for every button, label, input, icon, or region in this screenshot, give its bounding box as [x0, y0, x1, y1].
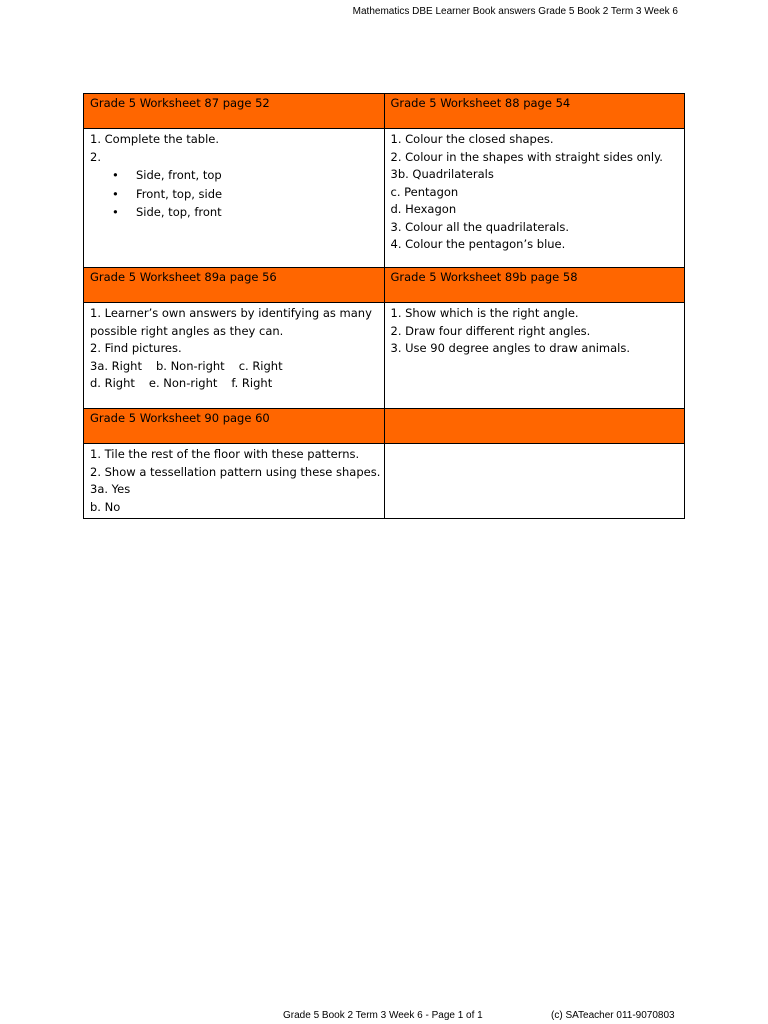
empty-answers-cell: [384, 444, 685, 519]
worksheet-89a-heading: Grade 5 Worksheet 89a page 56: [84, 268, 385, 303]
worksheet-87-heading: Grade 5 Worksheet 87 page 52: [84, 94, 385, 129]
answer-line: 1. Show which is the right angle.: [390, 306, 579, 320]
answer-line: 4. Colour the pentagon’s blue.: [390, 237, 566, 251]
worksheet-90-heading: Grade 5 Worksheet 90 page 60: [84, 409, 385, 444]
answer-3c: c. Right: [238, 358, 283, 373]
footer-copyright: (c) SATeacher 011-9070803: [551, 1010, 675, 1021]
table-heading-row: [84, 409, 685, 444]
answer-line: 1. Complete the table.: [90, 132, 220, 146]
answer-line: 3b. Quadrilaterals: [390, 167, 494, 181]
answer-line: [90, 375, 378, 393]
answer-line: 1. Tile the rest of the floor with these patterns.: [90, 447, 360, 461]
answer-line: 3. Use 90 degree angles to draw animals.: [390, 341, 631, 355]
answer-3d: d. Right: [90, 376, 135, 390]
document-header: Mathematics DBE Learner Book answers Grade 5 Book 2 Term 3 Week 6: [352, 6, 678, 17]
answer-3f: f. Right: [231, 376, 273, 390]
worksheet-88-heading: Grade 5 Worksheet 88 page 54: [384, 94, 685, 129]
answer-line: d. Hexagon: [390, 202, 457, 216]
answer-3a: 3a. Right: [90, 358, 142, 373]
worksheet-88-answers: [384, 129, 685, 268]
answer-line: 2. Find pictures.: [90, 341, 182, 355]
answer-line: c. Pentagon: [390, 184, 459, 199]
answer-3e: e. Non-right: [148, 376, 218, 390]
answer-line: 2. Colour in the shapes with straight sides only.: [390, 149, 663, 164]
bullet-item: • Side, front, top: [112, 167, 378, 185]
answer-bullet-list: [90, 167, 378, 222]
empty-heading: [384, 409, 685, 444]
table-row: [84, 444, 685, 519]
answer-line: 1. Colour the closed shapes.: [390, 132, 554, 146]
answer-line: 2.: [90, 149, 101, 164]
bullet-item: • Side, top, front: [112, 204, 378, 222]
answer-line: 1. Learner’s own answers by identifying as many possible right angles as they can.: [90, 306, 372, 338]
answer-line: b. No: [90, 499, 121, 514]
worksheet-87-answers: [84, 129, 385, 268]
answer-3b: b. Non-right: [155, 358, 225, 373]
bullet-item: • Front, top, side: [112, 186, 378, 204]
answers-table: [83, 93, 685, 519]
answer-line: 3. Colour all the quadrilaterals.: [390, 219, 570, 234]
worksheet-90-answers: [84, 444, 385, 519]
answer-line: 2. Draw four different right angles.: [390, 323, 591, 338]
worksheet-89b-answers: [384, 303, 685, 409]
table-row: [84, 129, 685, 268]
answer-line: [90, 358, 378, 376]
worksheet-89b-heading: Grade 5 Worksheet 89b page 58: [384, 268, 685, 303]
answer-line: 3a. Yes: [90, 482, 131, 496]
table-heading-row: [84, 268, 685, 303]
table-row: [84, 303, 685, 409]
footer-page-info: Grade 5 Book 2 Term 3 Week 6 - Page 1 of 1: [283, 1010, 483, 1021]
table-heading-row: [84, 94, 685, 129]
worksheet-89a-answers: [84, 303, 385, 409]
answer-line: 2. Show a tessellation pattern using these shapes.: [90, 464, 381, 479]
